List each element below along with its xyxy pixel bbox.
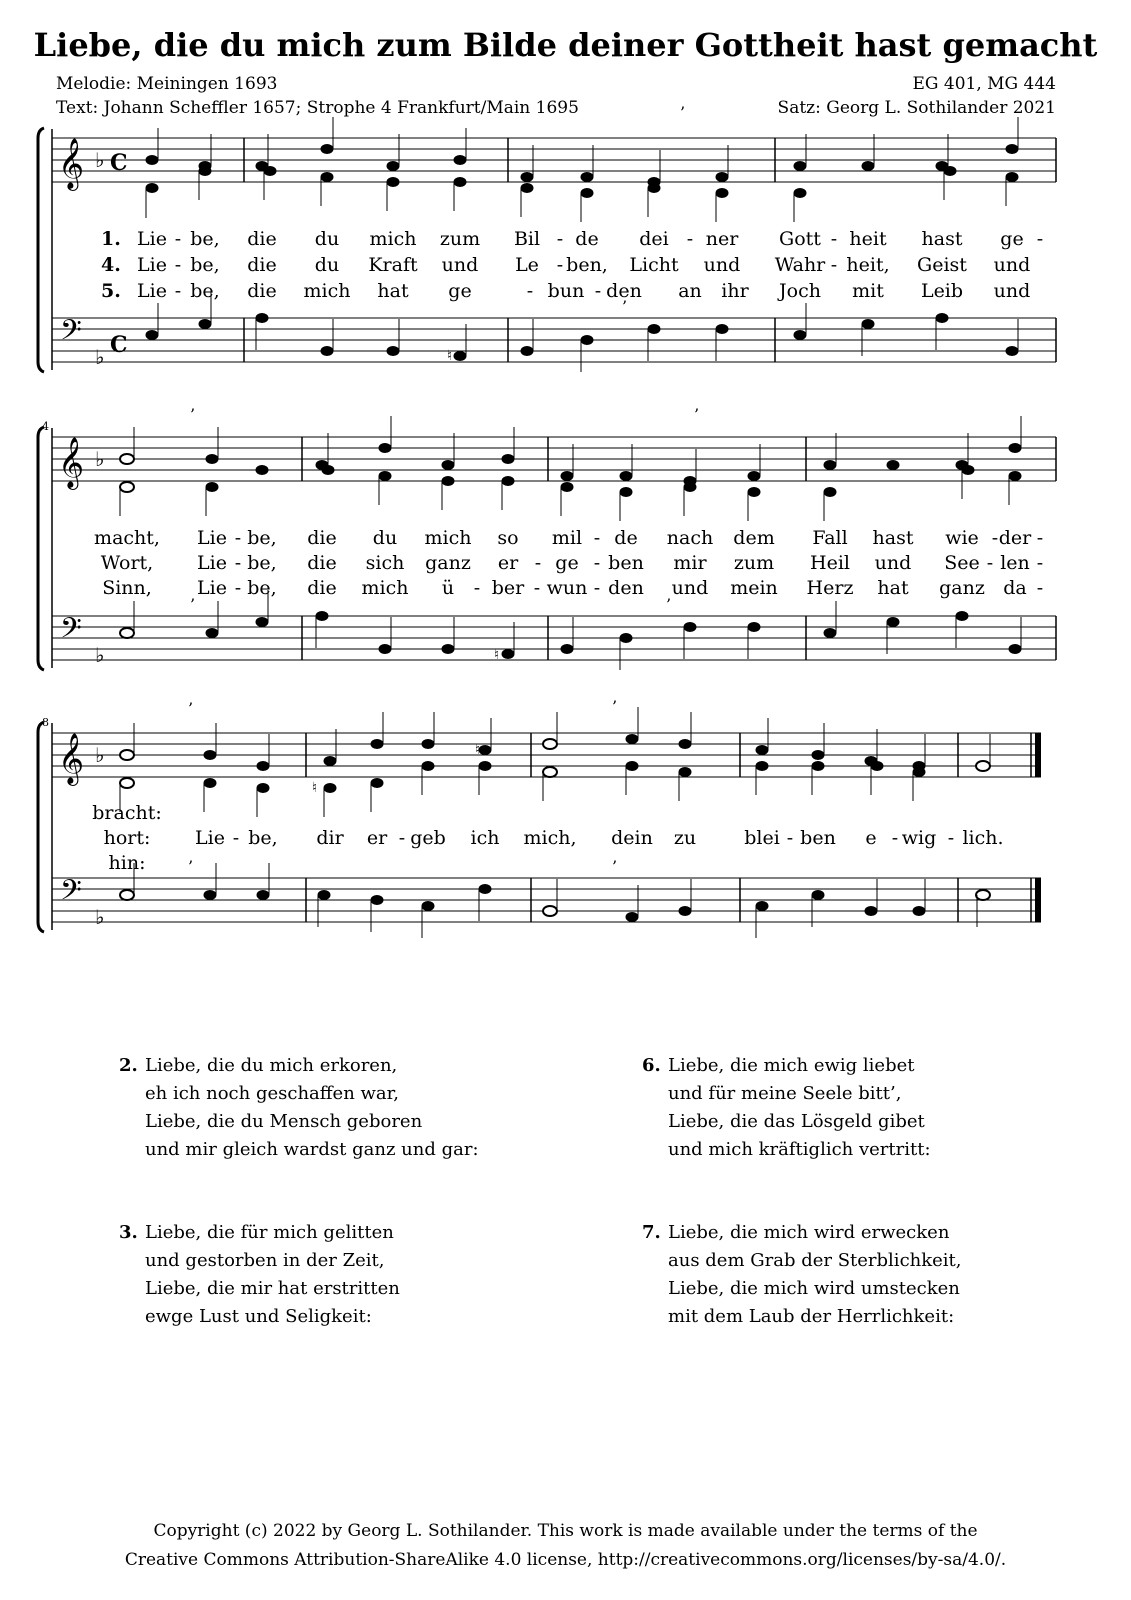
lyric-syllable: hort: — [103, 827, 151, 849]
lyric-syllable: die — [247, 228, 277, 250]
lyric-syllable: ü — [441, 577, 455, 599]
lyric-syllable: hat — [877, 577, 909, 599]
verse-number: 6. — [642, 1055, 661, 1076]
lyric-hyphen: - — [526, 280, 534, 302]
lyric-syllable: ihr — [721, 280, 749, 302]
lyric-syllable: ber — [491, 577, 525, 599]
lyric-syllable: be, — [247, 577, 277, 599]
lyric-syllable: heit, — [846, 254, 890, 276]
lyric-syllable: be, — [190, 228, 220, 250]
lyric-syllable: ge — [555, 552, 579, 574]
lyric-syllable: du — [314, 228, 340, 250]
lyric-hyphen: - — [593, 527, 601, 549]
lyric-hyphen: - — [234, 527, 242, 549]
measure-number: 8 — [42, 716, 49, 729]
verse-line: eh ich noch geschaffen war, — [145, 1083, 400, 1104]
verse-number: 7. — [642, 1222, 661, 1243]
verse-line: aus dem Grab der Sterblichkeit, — [668, 1250, 962, 1271]
lyric-syllable: die — [247, 254, 277, 276]
breath-mark-icon: ’ — [612, 697, 618, 716]
lyric-syllable: mein — [730, 577, 778, 599]
lyric-syllable: die — [307, 577, 337, 599]
setting-credit: Satz: Georg L. Sothilander 2021 — [777, 98, 1056, 118]
lyric-syllable: geb — [410, 827, 446, 849]
melody-credit: Melodie: Meiningen 1693 — [56, 74, 278, 94]
lyric-hyphen: - — [594, 280, 602, 302]
bass-clef-icon: 𝄢 — [60, 314, 82, 354]
lyric-syllable: wig — [901, 827, 937, 849]
lyric-syllable: de — [575, 228, 599, 250]
breath-mark-icon: ’ — [622, 297, 628, 316]
lyric-syllable: dein — [611, 827, 653, 849]
lyric-syllable: e — [865, 827, 877, 849]
lyric-syllable: lich. — [962, 827, 1004, 849]
lyric-syllable: len — [1000, 552, 1030, 574]
lyric-syllable: Lie — [137, 280, 167, 302]
verse-line: und für meine Seele bitt’, — [668, 1083, 902, 1104]
lyric-hyphen: - — [830, 228, 838, 250]
lyric-syllable: de — [614, 527, 638, 549]
lyric-syllable: den — [608, 577, 644, 599]
lyric-syllable: be, — [190, 280, 220, 302]
breath-mark-icon: ’ — [612, 857, 618, 876]
verse-line: Liebe, die du Mensch geboren — [145, 1111, 423, 1132]
lyric-syllable: hin: — [108, 852, 146, 874]
key-flat-icon: ♭ — [95, 148, 105, 172]
lyric-hyphen: - — [891, 827, 899, 849]
lyric-syllable: ge — [1000, 228, 1024, 250]
verse-7 — [642, 1219, 962, 1331]
lyric-syllable: ganz — [425, 552, 471, 574]
lyric-hyphen: - — [398, 827, 406, 849]
lyric-syllable: da — [1003, 577, 1027, 599]
lyric-syllable: den — [606, 280, 642, 302]
lyric-hyphen: - — [1036, 552, 1044, 574]
breath-mark-icon: ’ — [188, 857, 194, 876]
key-flat-icon: ♭ — [95, 345, 105, 369]
lyric-syllable: Lie — [197, 527, 227, 549]
key-flat-icon: ♭ — [95, 643, 105, 667]
verse-line: und gestorben in der Zeit, — [145, 1250, 385, 1271]
lyric-syllable: dem — [733, 527, 775, 549]
lyric-syllable: Bil — [513, 228, 541, 250]
key-flat-icon: ♭ — [95, 447, 105, 471]
lyric-syllable: be, — [247, 527, 277, 549]
lyric-syllable: hat — [377, 280, 409, 302]
lyric-syllable: macht, — [94, 527, 160, 549]
lyric-syllable: wie — [945, 527, 979, 549]
lyric-hyphen: - — [991, 527, 999, 549]
lyric-syllable: Heil — [810, 552, 850, 574]
lyric-syllable: be, — [190, 254, 220, 276]
lyric-hyphen: - — [174, 280, 182, 302]
lyric-syllable: mit — [852, 280, 884, 302]
lyric-syllable: und — [874, 552, 912, 574]
verse-number: 4. — [101, 254, 121, 276]
lyric-syllable: Herz — [806, 577, 854, 599]
hymnal-reference: EG 401, MG 444 — [912, 74, 1056, 94]
lyric-hyphen: - — [234, 577, 242, 599]
lyric-syllable: Gott — [779, 228, 821, 250]
lyric-hyphen: - — [1036, 577, 1044, 599]
lyric-syllable: mil — [551, 527, 583, 549]
lyric-syllable: Lie — [195, 827, 225, 849]
lyric-syllable: Le — [515, 254, 539, 276]
lyric-syllable: er — [497, 552, 519, 574]
lyric-syllable: mich — [303, 280, 351, 302]
lyric-syllable: und — [993, 254, 1031, 276]
treble-clef-icon: 𝄞 — [58, 437, 85, 488]
lyric-syllable: zum — [733, 552, 775, 574]
lyric-syllable: und — [993, 280, 1031, 302]
lyric-syllable: an — [678, 280, 702, 302]
lyric-hyphen: - — [1036, 228, 1044, 250]
natural-sign-icon: ♮ — [475, 742, 481, 758]
lyric-hyphen: - — [786, 827, 794, 849]
lyric-hyphen: - — [986, 552, 994, 574]
lyric-syllable: so — [497, 527, 519, 549]
lyric-syllable: mich — [369, 228, 417, 250]
lyric-syllable: er — [366, 827, 388, 849]
lyric-syllable: bracht: — [92, 802, 162, 824]
lyric-hyphen: - — [1036, 527, 1044, 549]
lyric-syllable: blei — [744, 827, 780, 849]
lyric-syllable: die — [247, 280, 277, 302]
verse-number: 5. — [101, 280, 121, 302]
breath-mark-icon: ’ — [188, 699, 194, 718]
lyric-syllable: der — [998, 527, 1032, 549]
verse-line: Liebe, die mich ewig liebet — [668, 1055, 915, 1076]
lyric-hyphen: - — [593, 552, 601, 574]
breath-mark-icon: ’ — [694, 405, 700, 424]
lyric-syllable: be, — [248, 827, 278, 849]
copyright-footer — [0, 1517, 1131, 1575]
lyric-hyphen: - — [830, 254, 838, 276]
lyric-syllable: nach — [666, 527, 714, 549]
lyric-hyphen: - — [533, 577, 541, 599]
lyric-syllable: mich, — [523, 827, 577, 849]
verse-line: und mir gleich wardst ganz und gar: — [145, 1139, 479, 1160]
lyric-syllable: Lie — [137, 228, 167, 250]
lyric-hyphen: - — [473, 577, 481, 599]
lyric-syllable: ben — [800, 827, 836, 849]
treble-clef-icon: 𝄞 — [58, 138, 85, 189]
lyric-syllable: See — [944, 552, 980, 574]
footer-line: Copyright (c) 2022 by Georg L. Sothilander. This work is made available under the terms of the — [153, 1521, 978, 1541]
breath-mark-icon: ’ — [190, 595, 196, 614]
lyric-syllable: du — [372, 527, 398, 549]
verse-line: Liebe, die mich wird erwecken — [668, 1222, 950, 1243]
lyric-syllable: du — [314, 254, 340, 276]
key-flat-icon: ♭ — [95, 743, 105, 767]
lyric-syllable: bun — [547, 280, 585, 302]
footer-line: Creative Commons Attribution-ShareAlike 4.0 license, http://creativecommons.org/licenses/by-sa/4.0/. — [124, 1550, 1007, 1570]
lyric-syllable: die — [307, 552, 337, 574]
treble-clef-icon: 𝄞 — [58, 733, 85, 784]
lyric-hyphen: - — [947, 827, 955, 849]
lyric-syllable: dei — [639, 228, 669, 250]
lyric-syllable: Joch — [779, 280, 821, 302]
lyric-syllable: Lie — [197, 552, 227, 574]
lyric-syllable: Wahr — [774, 254, 826, 276]
lyric-hyphen: - — [556, 254, 564, 276]
verse-line: Liebe, die für mich gelitten — [145, 1222, 394, 1243]
lyric-hyphen: - — [686, 228, 694, 250]
measure-number: 4 — [42, 420, 49, 433]
natural-sign-icon: ♮ — [447, 348, 453, 364]
bass-clef-icon: 𝄢 — [60, 874, 82, 914]
lyric-syllable: dir — [316, 827, 344, 849]
lyric-syllable: Lie — [137, 254, 167, 276]
lyric-syllable: zu — [673, 827, 697, 849]
lyric-syllable: mich — [361, 577, 409, 599]
verse-line: Liebe, die du mich erkoren, — [145, 1055, 398, 1076]
lyric-syllable: und — [441, 254, 479, 276]
lyric-hyphen: - — [232, 827, 240, 849]
lyric-hyphen: - — [556, 228, 564, 250]
lyric-syllable: Geist — [917, 254, 967, 276]
page-title: Liebe, die du mich zum Bilde deiner Gottheit hast gemacht — [33, 26, 1098, 64]
verse-3 — [119, 1219, 400, 1331]
key-flat-icon: ♭ — [95, 905, 105, 929]
lyric-syllable: mir — [673, 552, 707, 574]
verse-2 — [119, 1052, 479, 1164]
verse-line: Liebe, die mir hat erstritten — [145, 1278, 400, 1299]
lyric-hyphen: - — [174, 228, 182, 250]
lyric-syllable: ganz — [939, 577, 985, 599]
bass-clef-icon: 𝄢 — [60, 612, 82, 652]
lyric-syllable: die — [307, 527, 337, 549]
verse-number: 3. — [119, 1222, 138, 1243]
verse-6 — [642, 1052, 931, 1164]
lyric-syllable: ben, — [566, 254, 608, 276]
verse-line: und mich kräftiglich vertritt: — [668, 1139, 931, 1160]
verse-line: ewge Lust und Seligkeit: — [145, 1306, 372, 1327]
breath-mark-icon: ’ — [666, 595, 672, 614]
natural-sign-icon: ♮ — [494, 647, 500, 663]
text-credit: Text: Johann Scheffler 1657; Strophe 4 Frankfurt/Main 1695 — [56, 98, 579, 118]
lyric-syllable: wun — [546, 577, 588, 599]
lyric-hyphen: - — [593, 577, 601, 599]
lyric-syllable: Leib — [920, 280, 964, 302]
lyric-syllable: be, — [247, 552, 277, 574]
lyric-syllable: heit — [849, 228, 887, 250]
lyric-syllable: sich — [365, 552, 405, 574]
lyric-syllable: ge — [448, 280, 472, 302]
lyric-syllable: Licht — [629, 254, 679, 276]
lyric-syllable: hast — [872, 527, 914, 549]
lyric-syllable: mich — [424, 527, 472, 549]
lyric-syllable: zum — [439, 228, 481, 250]
verse-number: 2. — [119, 1055, 138, 1076]
verse-line: Liebe, die mich wird umstecken — [668, 1278, 960, 1299]
lyric-syllable: ben — [608, 552, 644, 574]
lyric-syllable: Kraft — [368, 254, 418, 276]
lyric-hyphen: - — [174, 254, 182, 276]
verse-line: mit dem Laub der Herrlichkeit: — [668, 1306, 955, 1327]
lyric-syllable: Lie — [197, 577, 227, 599]
lyric-syllable: Fall — [812, 527, 848, 549]
lyric-syllable: ner — [705, 228, 739, 250]
time-signature-icon: C — [110, 332, 128, 358]
lyric-hyphen: - — [534, 552, 542, 574]
lyric-syllable: Wort, — [100, 552, 154, 574]
time-signature-icon: C — [110, 150, 128, 176]
lyric-syllable: und — [703, 254, 741, 276]
lyric-syllable: hast — [921, 228, 963, 250]
natural-sign-icon: ♮ — [312, 780, 318, 796]
verse-line: Liebe, die das Lösgeld gibet — [668, 1111, 925, 1132]
lyric-syllable: und — [671, 577, 709, 599]
verse-number: 1. — [101, 228, 121, 250]
breath-mark-icon: ’ — [190, 405, 196, 424]
breath-mark-icon: ’ — [680, 103, 686, 122]
lyric-syllable: Sinn, — [102, 577, 152, 599]
lyric-syllable: ich — [470, 827, 500, 849]
lyric-hyphen: - — [234, 552, 242, 574]
